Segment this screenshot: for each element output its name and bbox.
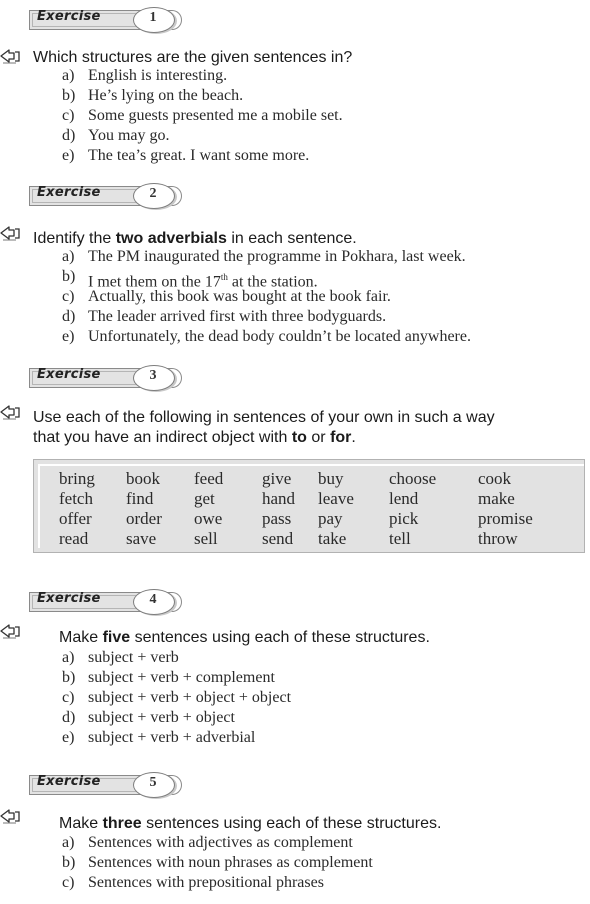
list-item [62, 688, 291, 708]
item-letter: a) [62, 834, 75, 851]
word: save [126, 529, 157, 548]
question-text: . [351, 429, 356, 446]
exercise-number: 4 [149, 592, 157, 607]
item-letter: b) [62, 87, 76, 104]
question-text: Make [59, 815, 103, 832]
question-emphasis: five [102, 629, 131, 646]
exercise-5-header [29, 772, 181, 796]
exercise-label: Exercise [37, 185, 101, 200]
list-item [62, 728, 291, 748]
word: get [194, 489, 215, 508]
exercise-number: 3 [149, 368, 157, 383]
word: send [262, 529, 294, 548]
item-letter: c) [62, 288, 75, 305]
word: bring [59, 469, 95, 488]
list-item [62, 106, 343, 126]
item-letter: b) [62, 669, 76, 686]
list-item [62, 668, 291, 688]
item-letter: e) [62, 328, 75, 345]
word: buy [318, 469, 344, 488]
word: sell [194, 529, 218, 548]
item-letter: c) [62, 874, 75, 891]
question-text: or [306, 429, 331, 446]
item-text: The PM inaugurated the programme in Pokhara, last week. [88, 248, 466, 265]
word: pay [318, 509, 343, 528]
exercise-2-question [33, 229, 357, 249]
list-item [62, 146, 343, 166]
word: order [126, 509, 162, 528]
word: lend [389, 489, 419, 508]
ordinal-suffix: th [220, 272, 228, 282]
question-text: Identify the [33, 230, 116, 247]
word: promise [478, 509, 533, 528]
item-text: subject + verb + complement [88, 669, 275, 686]
question-text: in each sentence. [226, 230, 357, 247]
word: give [262, 469, 292, 488]
word-box [33, 459, 585, 553]
list-item [62, 267, 471, 291]
word: choose [389, 469, 437, 488]
word: tell [389, 529, 411, 548]
exercise-2-items [62, 247, 471, 347]
word: offer [59, 509, 92, 528]
exercise-3-question-line-1: Use each of the following in sentences of your own in such a way [33, 409, 495, 426]
item-text: He’s lying on the beach. [88, 87, 244, 104]
item-text: Sentences with noun phrases as complement [88, 854, 373, 871]
list-item [62, 307, 471, 327]
item-letter: a) [62, 248, 75, 265]
item-text-part: I met them on the 17 [88, 273, 221, 291]
word: feed [194, 469, 224, 488]
word: throw [478, 529, 518, 548]
item-letter: b) [62, 268, 76, 285]
exercise-number: 1 [149, 10, 157, 25]
list-item [62, 833, 373, 853]
question-emphasis: for [330, 429, 352, 446]
item-text-part: at the station. [227, 273, 318, 291]
item-letter: d) [62, 127, 76, 144]
exercise-label: Exercise [37, 9, 101, 24]
item-text: subject + verb + object [88, 709, 235, 726]
arrow-bullet-icon [0, 49, 20, 65]
arrow-bullet-icon [0, 405, 20, 421]
word: find [126, 489, 154, 508]
exercise-3-header [29, 365, 181, 389]
item-letter: a) [62, 67, 75, 84]
list-item [62, 66, 343, 86]
word: make [478, 489, 515, 508]
item-text: Sentences with prepositional phrases [88, 874, 324, 891]
list-item [62, 873, 373, 893]
list-item [62, 126, 343, 146]
question-text: Make [59, 629, 103, 646]
item-letter: d) [62, 709, 76, 726]
word: book [126, 469, 160, 488]
item-text: You may go. [88, 127, 170, 144]
question-emphasis: three [102, 815, 142, 832]
item-text: subject + verb + object + object [88, 689, 292, 706]
exercise-number: 2 [149, 186, 157, 201]
exercise-number: 5 [149, 775, 157, 790]
word: pass [262, 509, 292, 528]
item-letter: e) [62, 147, 75, 164]
question-emphasis: two adverbials [115, 230, 227, 247]
word: leave [318, 489, 354, 508]
item-text: subject + verb + adverbial [88, 729, 256, 746]
exercise-label: Exercise [37, 367, 101, 382]
item-letter: e) [62, 729, 75, 746]
list-item [62, 327, 471, 347]
exercise-label: Exercise [37, 591, 101, 606]
item-text: English is interesting. [88, 67, 228, 84]
item-text: Actually, this book was bought at the book fair. [88, 288, 391, 305]
word: cook [478, 469, 512, 488]
word: pick [389, 509, 419, 528]
item-text: subject + verb [88, 649, 179, 666]
list-item [62, 853, 373, 873]
question-text: that you have an indirect object with [33, 429, 292, 446]
exercise-4-question [59, 628, 430, 648]
word: read [59, 529, 89, 548]
arrow-bullet-icon [0, 226, 20, 242]
exercise-5-items [62, 833, 373, 893]
list-item [62, 247, 471, 267]
word: fetch [59, 489, 93, 508]
exercise-4-items [62, 648, 291, 748]
item-letter: a) [62, 649, 75, 666]
list-item [62, 86, 343, 106]
exercise-label: Exercise [37, 774, 101, 789]
exercise-5-question [59, 814, 441, 834]
exercise-3-question-line-2 [33, 428, 356, 448]
item-text: The leader arrived first with three bodyguards. [88, 308, 387, 325]
item-letter: d) [62, 308, 76, 325]
question-text: sentences using each of these structures. [141, 815, 442, 832]
exercise-1-header [29, 7, 181, 31]
question-emphasis: to [291, 429, 307, 446]
item-text [88, 267, 318, 291]
list-item [62, 648, 291, 668]
list-item [62, 708, 291, 728]
arrow-bullet-icon [0, 624, 20, 640]
exercise-4-header [29, 589, 181, 613]
item-letter: c) [62, 107, 75, 124]
item-letter: c) [62, 689, 75, 706]
item-letter: b) [62, 854, 76, 871]
item-text: Sentences with adjectives as complement [88, 834, 353, 851]
item-text: Unfortunately, the dead body couldn’t be located anywhere. [88, 328, 471, 345]
exercise-1-question: Which structures are the given sentences in? [33, 49, 353, 66]
list-item [62, 287, 471, 307]
word: owe [194, 509, 223, 528]
exercise-1-items [62, 66, 343, 166]
question-text: sentences using each of these structures. [130, 629, 430, 646]
item-text: The tea’s great. I want some more. [88, 147, 310, 164]
word: hand [262, 489, 296, 508]
exercise-2-header [29, 183, 181, 207]
word: take [318, 529, 347, 548]
arrow-bullet-icon [0, 809, 20, 825]
item-text: Some guests presented me a mobile set. [88, 107, 343, 124]
